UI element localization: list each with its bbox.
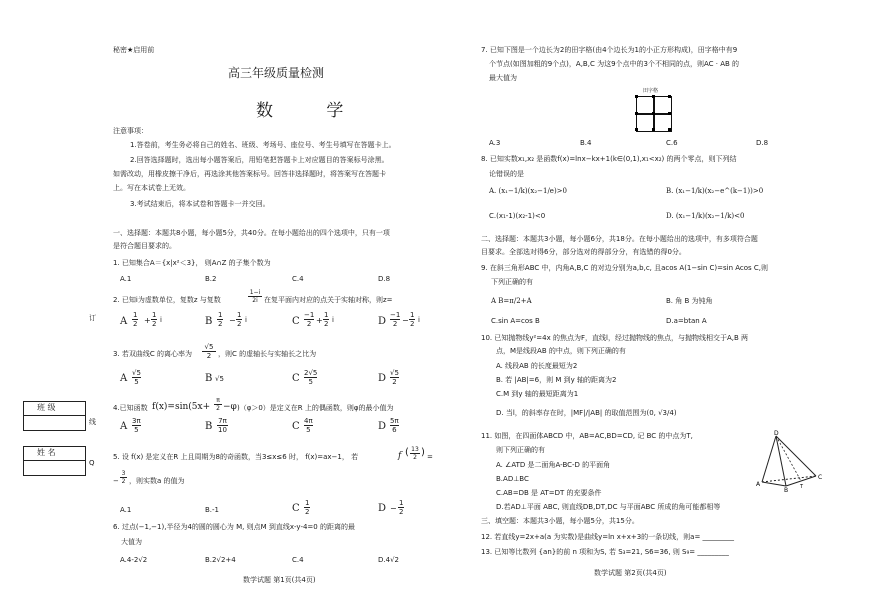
binding-xian: 线 <box>89 418 96 426</box>
q4-opt-frac <box>132 417 141 434</box>
q2-opt-op: − <box>229 316 236 325</box>
q8-optB: B. (x₁−1/k)(x₂−e^(k−1))>0 <box>666 187 764 195</box>
q2-opt-op: − <box>402 316 409 325</box>
q5-opt-frac <box>304 499 310 516</box>
q5-frac-num: 13 <box>411 446 419 453</box>
q2-opt-p-den: 2 <box>390 319 400 328</box>
q11-opt: A. ∠ATD 是二面角A-BC-D 的平面角 <box>496 461 611 469</box>
q3-opt-den: 5 <box>304 377 317 386</box>
section3-line: 三、填空题：本题共3小题，每小题5分，共15分。 <box>481 517 639 525</box>
q5-line2-frac <box>120 470 127 485</box>
q3-opt-num: √5 <box>132 369 141 377</box>
binding-q: Q <box>89 459 95 467</box>
q5-opt-num: 1 <box>399 499 404 507</box>
q3-opt-frac <box>132 369 141 386</box>
q4-opt-den: 6 <box>390 425 399 434</box>
q2-opt-p-frac <box>304 311 314 328</box>
q3-opt-frac <box>304 369 317 386</box>
tetra-label-d: D <box>774 430 779 437</box>
q4-pi-num: π <box>216 397 220 404</box>
q11-opt: D.若AD⊥平面 ABC, 则直线DB,DT,DC 与平面ABC 所成的角可能都相等 <box>496 503 721 511</box>
q1-opt: B.2 <box>205 275 217 283</box>
tetrahedron-figure <box>756 430 826 492</box>
q11-stem: 11. 如图，在四面体ABCD 中，AB=AC,BD=CD, 记 BC 的中点为T, <box>481 432 693 440</box>
name-input-box[interactable] <box>23 460 86 476</box>
q9-optB: B. 角 B 为钝角 <box>666 297 713 305</box>
q6-opt: C.4 <box>292 556 304 564</box>
q5-paren-l: ( <box>405 447 409 458</box>
q8-optA: A. (x₁−1/k)(x₂−1/e)>0 <box>489 187 567 195</box>
q5-opt-neg: − <box>390 504 397 513</box>
q6-opt: A.4-2√2 <box>120 556 148 564</box>
q2-opt-q-den: 2 <box>152 320 157 328</box>
q4-opt-frac <box>390 417 399 434</box>
name-label: 姓 名 <box>37 448 56 457</box>
q5-opt-letter: C <box>292 503 300 514</box>
exam-title: 高三年级质量检测 <box>228 66 325 80</box>
q10-opt: C.M 到y 轴的最短距离为1 <box>496 390 579 398</box>
q5-opt-frac <box>398 499 404 516</box>
q3-opt-letter: B <box>205 373 213 384</box>
q2-opt-op: + <box>144 316 151 325</box>
q4-opt-num: 4π <box>304 417 313 425</box>
q13-text: 13. 已知等比数列 {an}的前 n 项和为S, 若 S₃=21, S6=36, 则 S₉= _________ <box>481 548 729 556</box>
q7-opt: A.3 <box>489 139 501 147</box>
q4-opt-letter: A <box>120 421 128 432</box>
q2-opt-q-frac <box>409 311 415 328</box>
notice-line: 上。写在本试卷上无效。 <box>113 184 190 192</box>
q1-stem: 1. 已知集合A＝{x|x²＜3}， 则A∩Z 的子集个数为 <box>113 259 271 267</box>
q8-stem: 论错误的是 <box>489 170 524 178</box>
q5-line2: ，则实数a 的值为 <box>129 477 185 485</box>
q2-opt-p-den: 2 <box>133 320 138 328</box>
q2-opt-i: i <box>160 316 162 324</box>
q5-f: f <box>398 451 402 461</box>
q9-stem: 9. 在斜三角形ABC 中，内角A,B,C 的对边分别为a,b,c, 且acos A(1−sin C)=sin Acos C,则 <box>481 264 769 272</box>
q4-opt-frac <box>304 417 313 434</box>
q4-opt-num: 3π <box>132 417 141 425</box>
q5-frac-den: 2 <box>410 453 420 461</box>
q9-optC: C.sin A=cos B <box>491 317 540 325</box>
q3-opt-den: 5 <box>132 377 141 386</box>
q6-stem: 6. 过点(−1,−1),半径为4的圆的圆心为 M, 则点M 到直线x-y-4=0 的距离的最 <box>113 523 355 531</box>
q2-opt-p-num: 1 <box>218 311 223 319</box>
q4-fx: f(x)=sin(5x+ <box>152 402 211 412</box>
q2-opt-p-num: −1 <box>390 311 401 319</box>
q12-text: 12. 若直线y=2x+a(a 为实数)是曲线y=ln x+x+3的一条切线，则a= _________ <box>481 533 735 541</box>
q4-stem-a: 4.已知函数 <box>113 404 148 412</box>
q2-opt-q-frac <box>323 311 329 328</box>
q11-opt: B.AD⊥BC <box>496 475 529 483</box>
notice-line: 3.考试结束后，将本试卷和答题卡一并交回。 <box>130 200 270 208</box>
q2-opt-p-frac <box>217 311 223 328</box>
q5-eq: = <box>427 453 433 461</box>
class-label: 班 级 <box>37 403 56 412</box>
q4-opt-frac <box>217 417 228 434</box>
q8-stem: 8. 已知实数x₁,x₂ 是函数f(x)=lnx−kx+1(k∈(0,1),x₁<x₂) 的两个零点，则下列结 <box>481 155 737 163</box>
q10-opt: D. 当l，的斜率存在时，|MF|/|AB| 的取值范围为(0, √3/4) <box>496 409 677 417</box>
q4-opt-den: 10 <box>218 426 227 434</box>
q5-opt-den: 2 <box>305 508 310 516</box>
q3-opt-den: 2 <box>390 377 399 386</box>
q11-stem: 则下列正确的有 <box>496 446 545 454</box>
q4-pi-frac <box>214 397 222 412</box>
q5-line2-den: 2 <box>121 478 126 485</box>
q4-opt-letter: D <box>378 421 387 432</box>
section2-line: 二、选择题：本题共3小题，每小题6分，共18分。在每小题给出的选项中，有多项符合题 <box>481 235 758 243</box>
notice-line: 2.回答选择题时，选出每小题答案后，用铅笔把答题卡上对应题目的答案标号涂黑。 <box>130 156 389 164</box>
q10-stem: 点，M是线段AB 的中点，则下列正确的有 <box>496 347 626 355</box>
q5-opt-num: 1 <box>305 499 310 507</box>
q2-opt-q-frac <box>236 311 242 328</box>
q4-opt-den: 5 <box>132 425 141 434</box>
section2-line: 目要求。全部选对得6分，部分选对的得部分分，有选错的得0分。 <box>481 248 686 256</box>
notice-line: 如需改动，用橡皮擦干净后，再选涂其他答案标号。回答非选择题时，将答案写在答题卡 <box>113 170 386 178</box>
q3-opt-num: 2√5 <box>304 369 318 377</box>
q3-opt-num: √5 <box>390 369 399 377</box>
notice-line: 1.答卷前，考生务必将自己的姓名、班级、考场号、座位号、考生号填写在答题卡上。 <box>130 141 396 149</box>
q4-pi-den: 2 <box>214 404 222 412</box>
q5-minus: − <box>113 477 119 485</box>
q2-frac <box>248 289 262 304</box>
q7-opt: B.4 <box>580 139 592 147</box>
q3-opt-letter: C <box>292 373 300 384</box>
q8-optD: D. (x₁−1/k)(x₂−1/k)<0 <box>666 212 745 220</box>
q5-frac <box>410 446 420 461</box>
q10-stem: 10. 已知抛物线y²=4x 的焦点为F，直线l，经过抛物线的焦点，与抛物线相交于A,B 两 <box>481 334 749 342</box>
q2-opt-letter: B <box>205 316 213 327</box>
q4-phi: −φ <box>223 402 237 412</box>
q2-stem-a: 2. 已知i为虚数单位，复数z 与复数 <box>113 296 221 304</box>
q4-stem-b: )（φ＞0）是定义在R 上的偶函数，则φ的最小值为 <box>237 404 394 412</box>
q1-opt: D.8 <box>378 275 391 283</box>
q10-opt: A. 线段AB 的长度最短为2 <box>496 362 578 370</box>
q2-opt-letter: D <box>378 316 387 327</box>
q2-opt-q-frac <box>151 311 157 328</box>
q9-optD: D.a=btan A <box>666 317 707 325</box>
right-footer: 数学试题 第2页(共4页) <box>594 569 667 577</box>
q2-opt-q-num: 1 <box>152 311 157 319</box>
q3-frac-num: √5 <box>204 343 214 351</box>
q3-opt-letter: D <box>378 373 387 384</box>
q2-opt-i: i <box>418 316 420 324</box>
q3-opt-text: √5 <box>215 375 224 383</box>
q6-stem2: 大值为 <box>121 538 142 546</box>
q2-opt-q-den: 2 <box>410 320 415 328</box>
q2-opt-q-num: 1 <box>237 311 242 319</box>
q7-stem: 最大值为 <box>489 74 517 82</box>
tian-grid-figure <box>636 96 672 132</box>
q2-opt-p-den: 2 <box>304 319 314 328</box>
tetra-label-a: A <box>756 481 761 488</box>
q5-opt-letter: D <box>378 503 387 514</box>
q5-line2-num: 3 <box>121 470 126 477</box>
q2-opt-i: i <box>245 316 247 324</box>
q3-opt-frac <box>390 369 399 386</box>
q10-opt: B. 若 |AB|=6，则 M 到y 轴的距离为2 <box>496 376 617 384</box>
q2-opt-q-num: 1 <box>324 311 329 319</box>
q2-frac-den: 2i <box>248 296 262 304</box>
q9-stem: 下列正确的有 <box>491 278 533 286</box>
q5-opt-text: B.-1 <box>205 506 220 514</box>
secret-label: 秘密★启用前 <box>113 46 155 54</box>
q1-opt: A.1 <box>120 275 132 283</box>
section1-line: 一、选择题：本题共8小题，每小题5分，共40分。在每小题给出的四个选项中，只有一项 <box>113 229 390 237</box>
tetra-label-c: C <box>818 474 823 481</box>
q2-stem-b: 在复平面内对应的点关于实轴对称，则z= <box>264 296 393 304</box>
q5-paren-r: ) <box>421 447 425 458</box>
left-footer: 数学试题 第1页(共4页) <box>243 576 316 584</box>
q7-stem: 个节点(如图加粗的9个点)，A,B,C 为这9个点中的3个不相同的点，则AC · AB 的 <box>489 60 740 68</box>
q8-optC: C.(x₁-1)(x₂-1)<0 <box>489 212 546 220</box>
q2-opt-op: + <box>316 316 323 325</box>
tetra-label-b: B <box>784 487 789 492</box>
q2-opt-letter: C <box>292 316 300 327</box>
q2-opt-p-frac <box>390 311 400 328</box>
q2-opt-q-num: 1 <box>410 311 415 319</box>
q7-stem: 7. 已知下图是一个边长为2的田字格(由4个边长为1的小正方形构成)，田字格中有9 <box>481 46 738 54</box>
q2-opt-q-den: 2 <box>324 320 329 328</box>
q3-opt-letter: A <box>120 373 128 384</box>
subject-title: 数 学 <box>256 101 368 121</box>
binding-ding: 订 <box>89 314 96 322</box>
section1-line: 是符合题目要求的。 <box>113 242 176 250</box>
grid-figure-label: 田字格 <box>643 88 659 94</box>
class-input-box[interactable] <box>23 415 86 431</box>
notice-heading: 注意事项： <box>113 127 148 135</box>
q2-opt-p-num: 1 <box>133 311 138 319</box>
q7-opt: C.6 <box>666 139 678 147</box>
q2-opt-q-den: 2 <box>237 320 242 328</box>
q2-opt-p-num: −1 <box>304 311 315 319</box>
q6-opt: B.2√2+4 <box>205 556 236 564</box>
q5-stem-a: 5. 设 f(x) 是定义在R 上且周期为8的奇函数，当3≤x≤6 时， f(x)=ax−1， 若 <box>113 453 359 461</box>
tetra-label-t: T <box>800 484 804 490</box>
q4-opt-num: 7π <box>218 417 227 425</box>
q2-opt-letter: A <box>120 316 128 327</box>
q4-opt-num: 5π <box>390 417 399 425</box>
q9-optA: A B=π/2+A <box>491 297 532 305</box>
q7-opt: D.8 <box>756 139 769 147</box>
q2-opt-p-frac <box>132 311 138 328</box>
q2-opt-i: i <box>332 316 334 324</box>
q3-frac <box>202 343 216 360</box>
q4-opt-letter: B <box>205 421 213 432</box>
q4-opt-den: 5 <box>304 425 313 434</box>
q3-frac-den: 2 <box>202 351 216 360</box>
q11-opt: C.AB=DB 是 AT=DT 的充要条件 <box>496 489 602 497</box>
q6-opt: D.4√2 <box>378 556 399 564</box>
q5-opt-den: 2 <box>399 508 404 516</box>
q3-stem-b: ，则C 的虚轴长与实轴长之比为 <box>218 350 317 358</box>
q5-opt-text: A.1 <box>120 506 132 514</box>
q2-frac-num: 1−i <box>249 289 261 296</box>
q3-stem-a: 3. 若双曲线C 的离心率为 <box>113 350 193 358</box>
q2-opt-p-den: 2 <box>218 320 223 328</box>
q4-opt-letter: C <box>292 421 300 432</box>
q1-opt: C.4 <box>292 275 304 283</box>
